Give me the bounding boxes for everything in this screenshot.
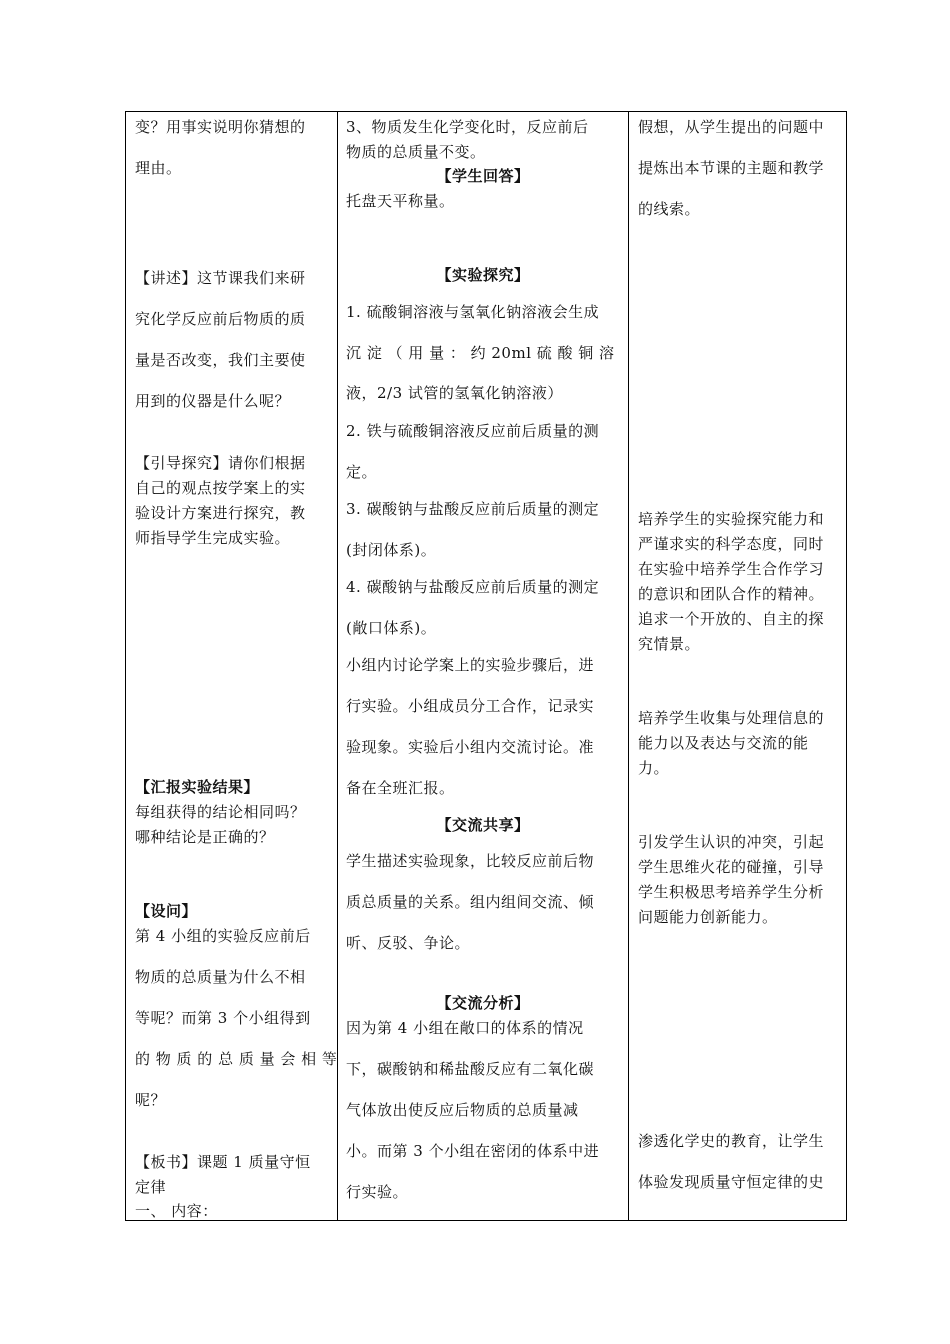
student-text: 备在全班汇报。	[346, 779, 455, 797]
intent-text: 力。	[638, 759, 670, 777]
teacher-text: 等呢？而第 3 个小组得到	[135, 1009, 311, 1027]
teacher-text: 验设计方案进行探究，教	[135, 504, 306, 522]
student-text: 沉 淀 （ 用 量 ： 约 20ml 硫 酸 铜 溶	[346, 344, 615, 362]
student-heading: 【交流分析】	[436, 994, 530, 1012]
student-text: 因为第 4 小组在敞口的体系的情况	[346, 1019, 584, 1037]
intent-text: 究情景。	[638, 635, 701, 653]
teacher-text: 的 物 质 的 总 质 量 会 相 等	[135, 1050, 338, 1068]
student-text: 液，2/3 试管的氢氧化钠溶液）	[346, 384, 563, 402]
student-text: 小组内讨论学案上的实验步骤后，进	[346, 656, 595, 674]
teacher-heading: 【汇报实验结果】	[135, 778, 260, 796]
intent-text: 体验发现质量守恒定律的史	[638, 1173, 825, 1191]
student-text: 3. 碳酸钠与盐酸反应前后质量的测定	[346, 500, 600, 518]
student-text: 行实验。	[346, 1183, 409, 1201]
intent-text: 能力以及表达与交流的能	[638, 734, 809, 752]
student-text: 听、反驳、争论。	[346, 934, 471, 952]
intent-text: 追求一个开放的、自主的探	[638, 610, 825, 628]
student-text: 验现象。实验后小组内交流讨论。准	[346, 738, 595, 756]
student-text: 小。而第 3 个小组在密闭的体系中进	[346, 1142, 600, 1160]
intent-text: 问题能力创新能力。	[638, 908, 778, 926]
intent-text: 提炼出本节课的主题和教学	[638, 159, 825, 177]
student-text: 物质的总质量不变。	[346, 143, 486, 161]
intent-text: 在实验中培养学生合作学习	[638, 560, 825, 578]
teacher-text: 定律	[135, 1178, 167, 1196]
student-heading: 【学生回答】	[436, 167, 530, 185]
column-divider	[628, 112, 629, 1220]
student-text: 质总质量的关系。组内组间交流、倾	[346, 893, 595, 911]
teacher-text: 物质的总质量为什么不相	[135, 968, 306, 986]
student-text: 定。	[346, 463, 378, 481]
student-heading: 【实验探究】	[436, 266, 530, 284]
student-text: 托盘天平称量。	[346, 192, 455, 210]
student-text: 下，碳酸钠和稀盐酸反应有二氧化碳	[346, 1060, 595, 1078]
teacher-text: 自己的观点按学案上的实	[135, 479, 306, 497]
intent-text: 培养学生收集与处理信息的	[638, 709, 825, 727]
teacher-text: 理由。	[135, 159, 182, 177]
teacher-text: 第 4 小组的实验反应前后	[135, 927, 311, 945]
student-text: 气体放出使反应后物质的总质量减	[346, 1101, 579, 1119]
student-text: 2. 铁与硫酸铜溶液反应前后质量的测	[346, 422, 600, 440]
intent-text: 假想，从学生提出的问题中	[638, 118, 825, 136]
teacher-text: 一、 内容：	[135, 1202, 218, 1220]
intent-text: 学生积极思考培养学生分析	[638, 883, 825, 901]
teacher-text: 【引导探究】请你们根据	[135, 454, 306, 472]
student-heading: 【交流共享】	[436, 816, 530, 834]
intent-text: 严谨求实的科学态度，同时	[638, 535, 825, 553]
teacher-text: 呢？	[135, 1091, 167, 1109]
student-text: 4. 碳酸钠与盐酸反应前后质量的测定	[346, 578, 600, 596]
teacher-text: 哪种结论是正确的？	[135, 828, 275, 846]
teacher-text: 【板书】课题 1 质量守恒	[135, 1153, 311, 1171]
teacher-text: 变？用事实说明你猜想的	[135, 118, 306, 136]
intent-text: 的意识和团队合作的精神。	[638, 585, 825, 603]
student-text: 1. 硫酸铜溶液与氢氧化钠溶液会生成	[346, 303, 600, 321]
student-text: (敞口体系)。	[346, 619, 437, 637]
student-text: (封闭体系)。	[346, 541, 437, 559]
teacher-heading: 【设问】	[135, 902, 198, 920]
teacher-text: 师指导学生完成实验。	[135, 529, 291, 547]
student-text: 3、物质发生化学变化时，反应前后	[346, 118, 589, 136]
teacher-text: 量是否改变，我们主要使	[135, 351, 306, 369]
intent-text: 学生思维火花的碰撞，引导	[638, 858, 825, 876]
student-text: 学生描述实验现象，比较反应前后物	[346, 852, 595, 870]
intent-text: 引发学生认识的冲突，引起	[638, 833, 825, 851]
teacher-text: 【讲述】这节课我们来研	[135, 269, 306, 287]
intent-text: 的线索。	[638, 200, 701, 218]
intent-text: 培养学生的实验探究能力和	[638, 510, 825, 528]
teacher-text: 每组获得的结论相同吗？	[135, 803, 306, 821]
intent-text: 渗透化学史的教育，让学生	[638, 1132, 825, 1150]
teacher-text: 究化学反应前后物质的质	[135, 310, 306, 328]
student-text: 行实验。小组成员分工合作，记录实	[346, 697, 595, 715]
teacher-text: 用到的仪器是什么呢？	[135, 392, 291, 410]
